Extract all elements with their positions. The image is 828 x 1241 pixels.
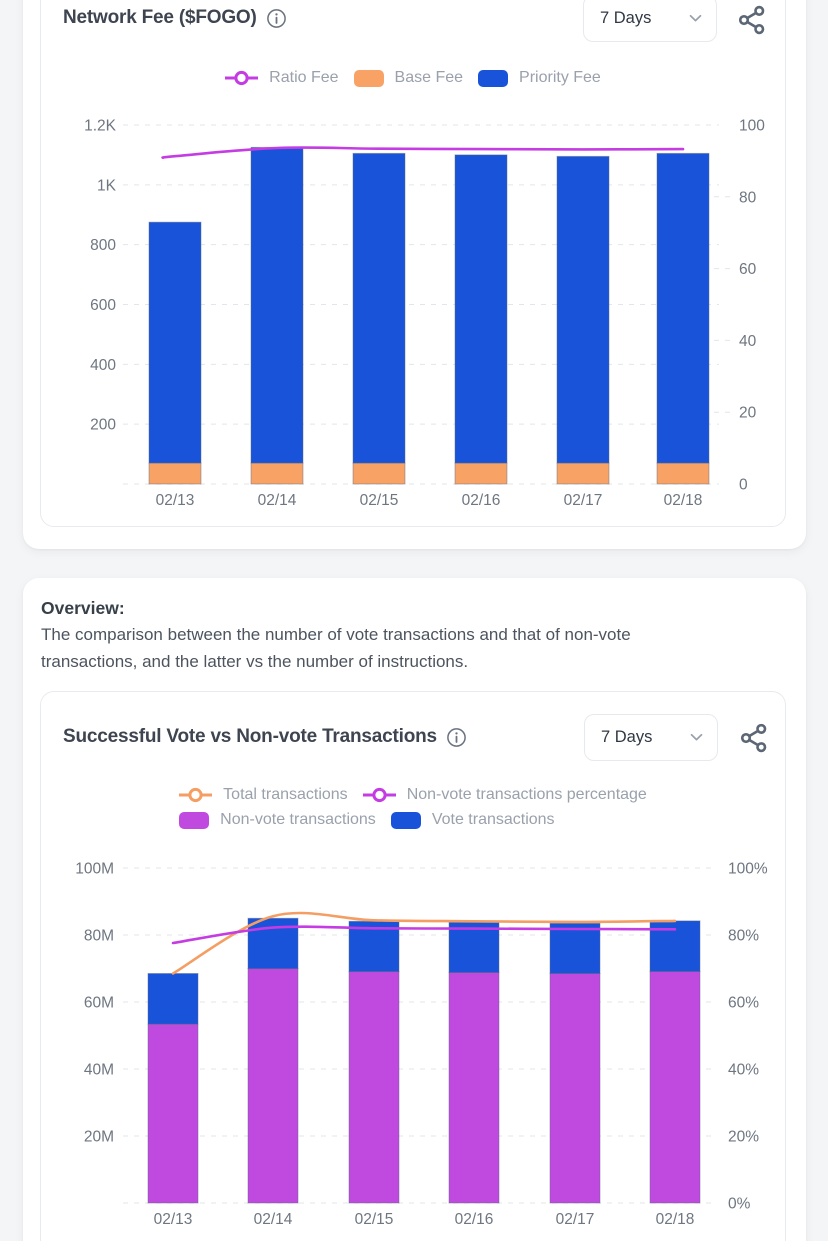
bar-segment[interactable] bbox=[149, 222, 201, 463]
x-axis-label: 02/13 bbox=[153, 1211, 193, 1228]
x-axis-label: 02/17 bbox=[563, 492, 603, 509]
overview-text-line: The comparison between the number of vote transactions and that of non-vote bbox=[41, 625, 631, 644]
bar-segment[interactable] bbox=[148, 1024, 198, 1203]
legend-label: Vote transactions bbox=[431, 811, 555, 828]
bar-segment[interactable] bbox=[248, 969, 298, 1204]
share-icon[interactable] bbox=[739, 723, 769, 753]
legend-row bbox=[179, 786, 647, 804]
x-axis-label: 02/14 bbox=[253, 1211, 293, 1228]
left-axis-tick: 800 bbox=[90, 237, 116, 255]
info-icon[interactable] bbox=[446, 727, 467, 748]
legend-line-marker bbox=[225, 69, 258, 87]
bar-segment[interactable] bbox=[657, 463, 709, 484]
legend-rows bbox=[179, 786, 647, 829]
chevron-down-icon bbox=[690, 729, 703, 747]
bar-segment[interactable] bbox=[148, 974, 198, 1025]
range-dropdown[interactable] bbox=[584, 714, 718, 761]
network-fee-chart[interactable] bbox=[41, 101, 787, 513]
vote-chart-legend bbox=[41, 786, 785, 829]
network-fee-title: Network Fee ($FOGO) bbox=[63, 7, 257, 28]
x-axis-label: 02/13 bbox=[155, 492, 195, 509]
left-axis-tick: 200 bbox=[90, 416, 116, 434]
legend-row bbox=[179, 811, 554, 829]
x-axis-label: 02/16 bbox=[461, 492, 501, 509]
range-dropdown-value: 7 Days bbox=[600, 9, 652, 27]
legend-label: Base Fee bbox=[394, 69, 464, 86]
chevron-down-icon bbox=[689, 10, 702, 28]
bar-segment[interactable] bbox=[449, 973, 499, 1204]
left-axis-tick: 20M bbox=[83, 1128, 114, 1146]
network-fee-section bbox=[23, 0, 806, 549]
legend-swatch bbox=[391, 812, 421, 829]
legend-swatch bbox=[478, 70, 508, 87]
right-axis-tick: 100% bbox=[728, 860, 768, 878]
x-axis-label: 02/15 bbox=[359, 492, 399, 509]
network-fee-header bbox=[63, 7, 287, 29]
bar-segment[interactable] bbox=[349, 972, 399, 1204]
left-axis-tick: 400 bbox=[90, 356, 116, 374]
x-axis-label: 02/15 bbox=[354, 1211, 394, 1228]
legend-item[interactable] bbox=[179, 786, 348, 804]
right-axis-tick: 0% bbox=[728, 1195, 751, 1213]
bar-segment[interactable] bbox=[353, 153, 405, 463]
legend-label: Total transactions bbox=[223, 786, 348, 803]
bar-segment[interactable] bbox=[455, 155, 507, 463]
left-axis-tick: 40M bbox=[83, 1061, 114, 1079]
range-dropdown-value: 7 Days bbox=[601, 728, 653, 746]
right-axis-tick: 0 bbox=[739, 476, 748, 494]
right-axis-tick: 80 bbox=[739, 189, 757, 207]
bar-segment[interactable] bbox=[455, 463, 507, 484]
legend-label: Priority Fee bbox=[519, 69, 601, 86]
bar-segment[interactable] bbox=[149, 463, 201, 484]
bar-segment[interactable] bbox=[557, 156, 609, 463]
left-axis-tick: 1.2K bbox=[84, 117, 116, 135]
share-icon[interactable] bbox=[737, 5, 767, 35]
right-axis-tick: 60% bbox=[728, 994, 760, 1012]
right-axis-tick: 60 bbox=[739, 261, 757, 279]
network-fee-chart-card bbox=[40, 0, 786, 527]
legend-item[interactable] bbox=[391, 811, 555, 829]
left-axis-tick: 60M bbox=[83, 994, 114, 1012]
right-axis-tick: 100 bbox=[739, 117, 765, 135]
x-axis-label: 02/14 bbox=[257, 492, 297, 509]
network-fee-legend bbox=[41, 69, 785, 87]
bar-segment[interactable] bbox=[251, 147, 303, 463]
right-axis-tick: 40% bbox=[728, 1061, 760, 1079]
right-axis-tick: 40 bbox=[739, 332, 757, 350]
legend-swatch bbox=[354, 70, 384, 87]
bar-segment[interactable] bbox=[650, 972, 700, 1204]
bar-segment[interactable] bbox=[251, 463, 303, 484]
bar-segment[interactable] bbox=[550, 974, 600, 1204]
legend-rows bbox=[225, 69, 601, 87]
legend-item[interactable] bbox=[354, 69, 463, 87]
legend-item[interactable] bbox=[478, 69, 601, 87]
info-icon[interactable] bbox=[266, 8, 287, 29]
overview-heading: Overview: bbox=[41, 598, 125, 618]
x-axis-label: 02/16 bbox=[454, 1211, 494, 1228]
bar-segment[interactable] bbox=[557, 463, 609, 484]
vote-chart[interactable] bbox=[41, 846, 787, 1241]
legend-label: Non-vote transactions percentage bbox=[406, 786, 647, 803]
vote-chart-card bbox=[40, 691, 786, 1241]
legend-item[interactable] bbox=[225, 69, 338, 87]
x-axis-label: 02/18 bbox=[663, 492, 703, 509]
legend-label: Non-vote transactions bbox=[220, 811, 376, 828]
left-axis-tick: 1K bbox=[97, 177, 116, 195]
vote-chart-header bbox=[63, 726, 467, 748]
legend-line-marker bbox=[179, 786, 212, 804]
overview-text-line: transactions, and the latter vs the number of instructions. bbox=[41, 652, 469, 671]
x-axis-label: 02/18 bbox=[655, 1211, 695, 1228]
legend-label: Ratio Fee bbox=[269, 69, 339, 86]
left-axis-tick: 600 bbox=[90, 297, 116, 314]
bar-segment[interactable] bbox=[657, 153, 709, 463]
range-dropdown[interactable] bbox=[583, 0, 717, 42]
legend-swatch bbox=[179, 812, 209, 829]
x-axis-label: 02/17 bbox=[555, 1211, 595, 1228]
right-axis-tick: 20 bbox=[739, 404, 757, 422]
left-axis-tick: 80M bbox=[83, 927, 114, 945]
vote-chart-title: Successful Vote vs Non-vote Transactions bbox=[63, 726, 437, 747]
legend-line-marker bbox=[363, 786, 396, 804]
right-axis-tick: 20% bbox=[728, 1128, 760, 1146]
right-axis-tick: 80% bbox=[728, 927, 760, 945]
legend-row bbox=[225, 69, 601, 87]
bar-segment[interactable] bbox=[353, 463, 405, 484]
bar-segment[interactable] bbox=[550, 923, 600, 973]
left-axis-tick: 100M bbox=[75, 860, 114, 878]
overview-section bbox=[23, 578, 806, 1241]
legend-item[interactable] bbox=[179, 811, 376, 829]
legend-item[interactable] bbox=[363, 786, 647, 804]
